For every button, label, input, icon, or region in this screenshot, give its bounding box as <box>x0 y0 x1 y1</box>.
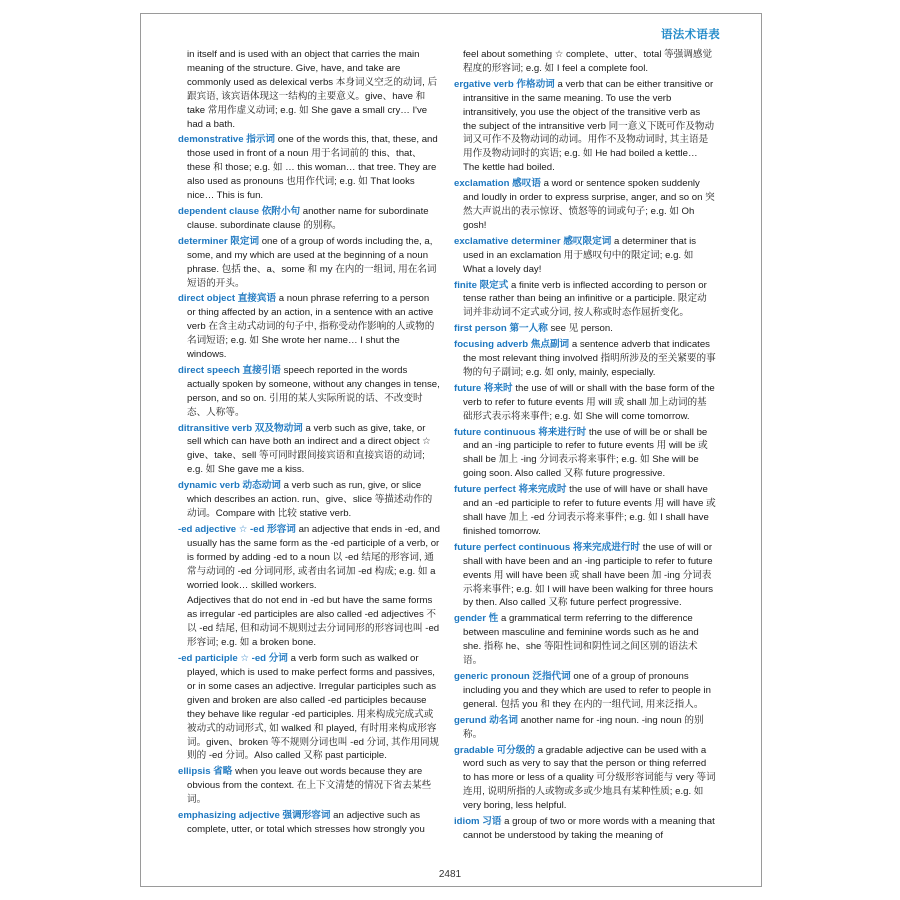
entry-definition: a verb that can be either transitive or intransitive in the same meaning. To use the verb intransitively, you use the object of the transitive verb as the subject of the intransitive verb 同一意义下既可作及物动词又可作不及物动词的动词。用作不及物动词时, 其主语是用作及物动词时的宾语; e.g. 如 He had boiled a kettle… The kettle had boiled. <box>463 78 715 174</box>
entry-definition: a verb form such as walked or played, which is used to make perfect forms and passives, or in some cases an adjective. Irregular participles such as given and broken are also called -ed participles because they behave like regular -ed participles. 用来构成完成式或被动式的动词形式, 如 walked 和 played, 有时用来构成形容词。given、broken 等不规则分词也叫 -ed 分词, 其作用同规则的 -ed 分词。Also called 又称 past participle. <box>187 653 440 762</box>
glossary-entry <box>454 48 716 76</box>
entry-chinese-term: 将来完成进行时 <box>572 541 641 553</box>
entry-chinese-term: 强调形容词 <box>282 810 331 822</box>
glossary-entry <box>178 235 440 291</box>
entry-chinese-term: 第一人称 <box>509 323 548 335</box>
entry-definition: the use of will have or shall have and an -ed participle to refer to future events 用 will have 或 shall have 加上 -ed 分词表示将来事件; e.g. 如 I shall have finished tomorrow. <box>463 484 716 537</box>
entry-headword: focusing adverb <box>454 339 529 351</box>
entry-chinese-term: 泛指代词 <box>532 670 571 682</box>
entry-definition: the use of will or shall with the base form of the verb to refer to future events 用 will 或 shall 加上动词的基础形式表示将来事件; e.g. 如 She will come tomorrow. <box>463 382 715 422</box>
entry-chinese-term: 焦点副词 <box>530 339 570 351</box>
glossary-entry <box>454 426 716 482</box>
entry-chinese-term: 将来进行时 <box>538 426 587 438</box>
entry-definition: the use of will or shall with have been and an -ing participle to refer to future events 用 will have been 或 shall have been 加 -ing 分词表示将来事件; e.g. 如 I will have been walking for three hours by then. Also called 又称 future perfect progressive. <box>463 541 714 609</box>
glossary-entry <box>454 338 716 380</box>
entry-headword: determiner <box>178 235 228 247</box>
glossary-entry <box>454 815 716 843</box>
entry-definition: a noun phrase referring to a person or thing affected by an action, in a sentence with an active verb 在含主动式动词的句子中, 指称受动作影响的人或物的名词短语; e.g. 如 She wrote her name… I shut the windows. <box>187 293 435 361</box>
entry-chinese-term: 直接引语 <box>242 364 281 376</box>
entry-chinese-term: 动态动词 <box>242 480 281 492</box>
entry-chinese-term: 习语 <box>482 816 502 828</box>
entry-headword: dynamic verb <box>178 480 240 492</box>
entry-headword: emphasizing adjective <box>178 810 280 822</box>
glossary-entry <box>454 78 716 175</box>
glossary-entry <box>454 483 716 539</box>
glossary-entry <box>178 422 440 478</box>
entry-chinese-term: 感叹语 <box>512 178 541 190</box>
glossary-entry <box>178 523 440 593</box>
entry-chinese-term: 指示词 <box>246 134 276 146</box>
glossary-entry <box>454 612 716 668</box>
entry-chinese-term: 双及物动词 <box>254 422 303 434</box>
entry-definition: a gradable adjective can be used with a word such as very to say that the person or thing referred to has more or less of a quality 可分级形容词能与 very 等词连用, 说明所指的人或物或多或少地具有某种性质; e.g. 如 very boring, less helpful. <box>463 744 716 812</box>
entry-headword: dependent clause <box>178 205 260 217</box>
glossary-entry <box>178 652 440 763</box>
glossary-entry <box>454 177 716 233</box>
entry-definition: a verb such as run, give, or slice which describes an action. run、give、slice 等描述动作的动词。Compare with 比较 stative verb. <box>187 480 433 519</box>
entry-definition: an adjective such as complete, utter, or total which stresses how strongly you <box>187 810 425 835</box>
left-column <box>178 48 440 839</box>
glossary-entry <box>178 205 440 233</box>
entry-headword: direct object <box>178 293 236 305</box>
entry-definition: another name for -ing noun. -ing noun 的别称。 <box>463 714 704 740</box>
entry-chinese-term: 可分级的 <box>496 744 536 756</box>
glossary-entry <box>178 292 440 362</box>
glossary-entry <box>454 279 716 321</box>
entry-definition: when you leave out words because they are obvious from the context. 在上下文清楚的情况下省去某些词。 <box>187 766 432 806</box>
entry-headword: direct speech <box>178 364 240 376</box>
entry-chinese-term: 依附小句 <box>261 205 301 217</box>
entry-definition: a word or sentence spoken suddenly and loudly in order to express surprise, anger, and so on 突然大声说出的表示惊讶、愤怒等的词或句子; e.g. 如 Oh gosh! <box>463 178 715 231</box>
section-header: 语法术语表 <box>661 29 720 41</box>
entry-headword: idiom <box>454 816 480 828</box>
entry-headword: future <box>454 382 482 394</box>
glossary-entry <box>178 594 440 650</box>
entry-headword: finite <box>454 279 477 291</box>
entry-chinese-term: 限定词 <box>230 235 260 247</box>
entry-chinese-term: 省略 <box>213 766 233 778</box>
page-number: 2481 <box>438 869 462 880</box>
entry-definition: a determiner that is used in an exclamation 用于感叹句中的限定词; e.g. 如 What a lovely day! <box>463 235 697 275</box>
entry-chinese-term: 感叹限定词 <box>563 235 612 247</box>
entry-definition: one of a group of words including the, a, some, and my which are used at the beginning of a noun phrase. 包括 the、a、some 和 my 在内的一组词, 用在名词短语的开头。 <box>187 235 437 289</box>
entry-headword: gerund <box>454 714 487 726</box>
entry-chinese-term: 作格动词 <box>516 78 555 90</box>
entry-headword: generic pronoun <box>454 670 530 682</box>
entry-definition: another name for subordinate clause. subordinate clause 的别称。 <box>187 205 429 231</box>
entry-headword: ergative verb <box>454 78 514 90</box>
entry-chinese-term: 形容词 <box>267 523 296 535</box>
entry-chinese-term: 将来时 <box>483 382 513 394</box>
entry-headword: gender <box>454 613 486 625</box>
entry-headword: gradable <box>454 744 494 756</box>
entry-chinese-term: 动名词 <box>489 714 518 726</box>
entry-headword: exclamative determiner <box>454 235 561 247</box>
entry-chinese-term: 直接宾语 <box>237 293 277 305</box>
glossary-entry <box>178 364 440 420</box>
entry-headword: -ed adjective ☆ -ed <box>178 523 265 535</box>
right-column <box>454 48 716 845</box>
entry-definition: a grammatical term referring to the difference between masculine and feminine words such as he and she. 指称 he、she 等阳性词和阴性词之间区别的语法术语。 <box>463 613 699 667</box>
glossary-entry <box>178 809 440 837</box>
entry-headword: ditransitive verb <box>178 422 253 434</box>
glossary-entry <box>178 765 440 807</box>
entry-definition: a sentence adverb that indicates the most relevant thing involved 指明所涉及的至关紧要的事物的句子副词; e.g. 如 only, mainly, especially. <box>463 339 716 378</box>
glossary-entry <box>454 670 716 712</box>
entry-headword: ellipsis <box>178 766 211 778</box>
glossary-entry <box>454 382 716 424</box>
entry-definition: Adjectives that do not end in -ed but have the same forms as irregular -ed participles are also called -ed adjectives 不以 -ed 结尾, 但和动词不规则过去分词同形的形容词也叫 -ed 形容词; e.g. 如 a broken bone. <box>187 595 440 649</box>
glossary-entry <box>178 133 440 203</box>
entry-headword: first person <box>454 323 507 335</box>
glossary-entry <box>178 479 440 521</box>
entry-definition: feel about something ☆ complete、utter、total 等强调感觉程度的形容词; e.g. 如 I feel a complete fool. <box>463 49 713 74</box>
entry-headword: future perfect <box>454 484 516 496</box>
glossary-entry <box>454 714 716 742</box>
entry-definition: one of the words this, that, these, and those used in front of a noun 用于名词前的 this、that、these 和 those; e.g. 如 … this woman… that tree. They are also used as pronouns 也用作代词; e.g. 如 That looks nice… This is fun. <box>187 134 438 202</box>
entry-headword: exclamation <box>454 178 510 190</box>
entry-chinese-term: 性 <box>488 613 499 625</box>
entry-definition: speech reported in the words actually spoken by someone, without any changes in tense, person, and so on. 引用的某人实际所说的话、不改变时态、人称等。 <box>187 364 440 418</box>
entry-chinese-term: 分词 <box>268 653 288 665</box>
entry-chinese-term: 限定式 <box>479 279 509 291</box>
entry-definition: a group of two or more words with a meaning that cannot be understood by taking the meaning of <box>463 816 715 841</box>
entry-headword: demonstrative <box>178 134 244 146</box>
glossary-entry <box>454 322 716 336</box>
glossary-entry <box>178 48 440 131</box>
entry-definition: an adjective that ends in -ed, and usually has the same form as the -ed participle of a verb, or is formed by adding -ed to a noun 以 -ed 结尾的形容词, 通常与动词的 -ed 分词同形, 或者由名词加 -ed 构成; e.g. 如 a worried look… skilled workers. <box>187 523 440 591</box>
entry-headword: future perfect continuous <box>454 541 571 553</box>
entry-definition: in itself and is used with an object that carries the main meaning of the structure. Give, have, and take are commonly used as delexical verbs 本身词义空乏的动词, 后跟宾语, 该宾语体现这一结构的主要意义。give、have 和 take 常用作虚义动词; e.g. 如 She gave a small cry… I've had a bath. <box>187 49 438 130</box>
glossary-entry <box>454 744 716 814</box>
entry-definition: the use of will be or shall be and an -ing participle to refer to future events 用 will be 或 shall be 加上 -ing 分词表示将来事件; e.g. 如 She will be going soon. Also called 又称 future progressive. <box>463 426 708 480</box>
entry-definition: see 见 person. <box>550 323 613 335</box>
entry-headword: -ed participle ☆ -ed <box>178 653 267 665</box>
glossary-entry <box>454 235 716 277</box>
glossary-entry <box>454 541 716 611</box>
entry-chinese-term: 将来完成时 <box>518 484 567 496</box>
entry-definition: a verb such as give, take, or sell which can have both an indirect and a direct object ☆ give、take、sell 等可同时跟间接宾语和直接宾语的动词; e.g. 如 She gave me a kiss. <box>187 422 431 476</box>
entry-definition: one of a group of pronouns including you and they which are used to refer to people in general. 包括 you 和 they 在内的一组代词, 用来泛指人。 <box>463 670 711 710</box>
entry-headword: future continuous <box>454 426 536 438</box>
entry-definition: a finite verb is inflected according to person or tense rather than being an infinitive or a participle. 限定动词并非动词不定式或分词, 按人称或时态作屈折变化。 <box>463 279 707 319</box>
